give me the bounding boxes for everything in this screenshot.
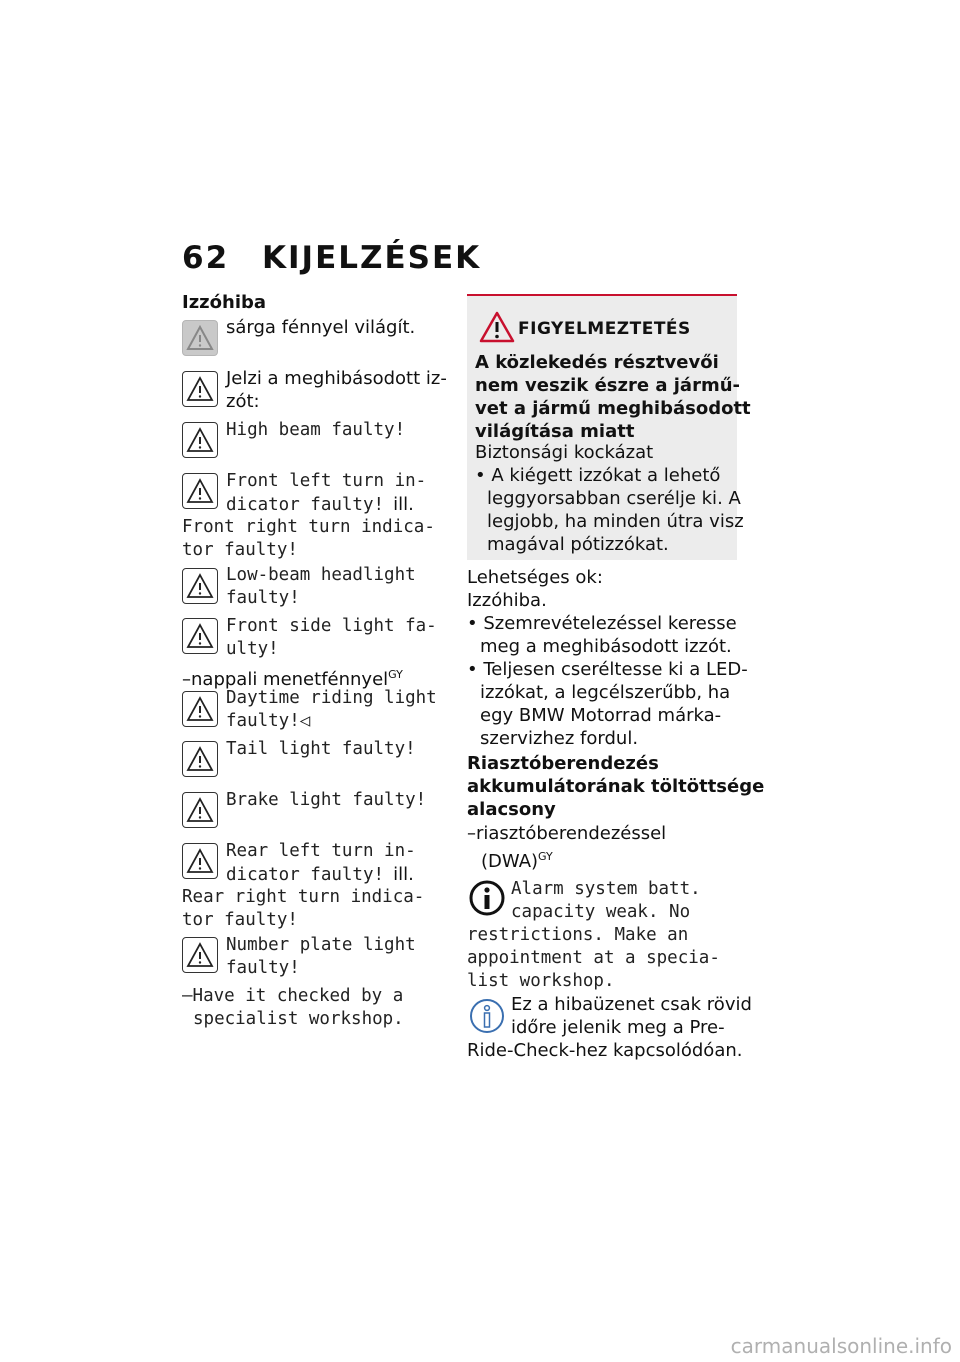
section-heading-bulb-fault: Izzóhiba [182, 292, 267, 313]
dwa-line-1: –riasztóberendezéssel [467, 823, 667, 844]
cause-bullet-2c: egy BMW Motorrad márka- [480, 705, 722, 726]
warning-heading-4: világítása miatt [475, 421, 635, 442]
warning-heading-3: vet a jármű meghibásodott [475, 398, 751, 419]
cause-label: Lehetséges ok: [467, 567, 603, 588]
warning-title: FIGYELMEZTETÉS [518, 319, 691, 339]
message-plate-2: faulty! [226, 958, 300, 978]
message-front-side-2: ulty! [226, 639, 279, 659]
message-daytime-1: Daytime riding light [226, 688, 437, 708]
warning-bullet-2: leggyorsabban cserélje ki. A [487, 488, 741, 509]
alarm-message-3: restrictions. Make an [467, 925, 689, 945]
intro-line: sárga fénnyel világít. [226, 317, 416, 338]
warning-heading-2: nem veszik észre a jármű- [475, 375, 740, 396]
page-header [182, 240, 481, 276]
cause-bullet-2b: izzókat, a legcélszerűbb, ha [480, 682, 731, 703]
or-label: ill. [393, 864, 414, 885]
note-line-1: Ez a hibaüzenet csak rövid [511, 994, 752, 1015]
cause-bullet-2d: szervizhez fordul. [480, 728, 639, 749]
message-daytime-2: faulty! [226, 711, 300, 731]
cause-bullet-1a: • Szemrevételezéssel keresse [467, 613, 737, 634]
cause-bullet-1b: meg a meghibásodott izzót. [480, 636, 732, 657]
indicates-line-2: zót: [226, 391, 260, 412]
indicates-line-1: Jelzi a meghibásodott iz- [226, 368, 447, 389]
message-front-turn-1: Front left turn in- [226, 471, 427, 491]
warning-triangle-icon [182, 568, 218, 604]
message-daytime-line-2 [226, 710, 310, 733]
alarm-heading-2: akkumulátorának töltöttsége [467, 776, 765, 797]
alarm-heading-3: alacsony [467, 799, 556, 820]
note-line-2: időre jelenik meg a Pre- [511, 1017, 725, 1038]
page-number: 62 [182, 240, 230, 276]
warning-triangle-icon [182, 618, 218, 654]
alarm-message-1: Alarm system batt. [511, 879, 701, 899]
page-title: KIJELZÉSEK [262, 240, 482, 276]
cause-text: Izzóhiba. [467, 590, 547, 611]
message-front-turn-4: tor faulty! [182, 540, 298, 560]
message-front-turn-3: Front right turn indica- [182, 517, 435, 537]
alarm-message-5: list workshop. [467, 971, 615, 991]
info-icon [469, 880, 505, 916]
message-rear-turn-1: Rear left turn in- [226, 841, 416, 861]
warning-risk: Biztonsági kockázat [475, 442, 654, 463]
warning-triangle-icon [182, 422, 218, 458]
message-rear-turn-4: tor faulty! [182, 910, 298, 930]
note-line-3: Ride-Check-hez kapcsolódóan. [467, 1040, 743, 1061]
alarm-heading-1: Riasztóberendezés [467, 753, 659, 774]
check-instruction-1: –Have it checked by a [182, 986, 404, 1006]
warning-triangle-icon [182, 792, 218, 828]
dwa-label: (DWA) [481, 851, 539, 872]
drl-label: –nappali menetfénnyel [182, 669, 389, 690]
drl-sup: GY [388, 668, 403, 681]
message-brake-light: Brake light faulty! [226, 790, 427, 810]
message-high-beam: High beam faulty! [226, 420, 406, 440]
message-front-turn-2: dicator faulty! [226, 495, 385, 515]
message-low-beam-2: faulty! [226, 588, 300, 608]
or-label: ill. [393, 494, 414, 515]
message-front-side-1: Front side light fa- [226, 616, 437, 636]
warning-bullet-4: magával pótizzókat. [487, 534, 669, 555]
warning-triangle-icon [182, 937, 218, 973]
check-instruction-2: specialist workshop. [193, 1009, 404, 1029]
message-rear-turn-3: Rear right turn indica- [182, 887, 425, 907]
warning-triangle-icon [182, 691, 218, 727]
warning-heading-1: A közlekedés résztvevői [475, 352, 719, 373]
warning-bullet-3: legjobb, ha minden útra visz [487, 511, 744, 532]
warning-triangle-icon [182, 741, 218, 777]
dwa-sup: GY [538, 850, 553, 863]
end-mark-icon: ◁ [299, 711, 311, 731]
message-rear-turn-2: dicator faulty! [226, 865, 385, 885]
alarm-message-2: capacity weak. No [511, 902, 691, 922]
warning-triangle-icon [182, 843, 218, 879]
warning-bullet-1: • A kiégett izzókat a lehető [475, 465, 721, 486]
message-plate-1: Number plate light [226, 935, 416, 955]
warning-triangle-icon [182, 371, 218, 407]
alarm-message-4: appointment at a specia- [467, 948, 720, 968]
message-low-beam-1: Low-beam headlight [226, 565, 416, 585]
warning-triangle-icon [182, 473, 218, 509]
warning-triangle-icon [182, 320, 218, 356]
message-tail-light: Tail light faulty! [226, 739, 416, 759]
warning-triangle-icon [479, 311, 515, 347]
dwa-line-2 [481, 845, 553, 873]
watermark: carmanualsonline.info [730, 1334, 952, 1358]
cause-bullet-2a: • Teljesen cseréltesse ki a LED- [467, 659, 748, 680]
info-outline-icon [469, 998, 505, 1034]
